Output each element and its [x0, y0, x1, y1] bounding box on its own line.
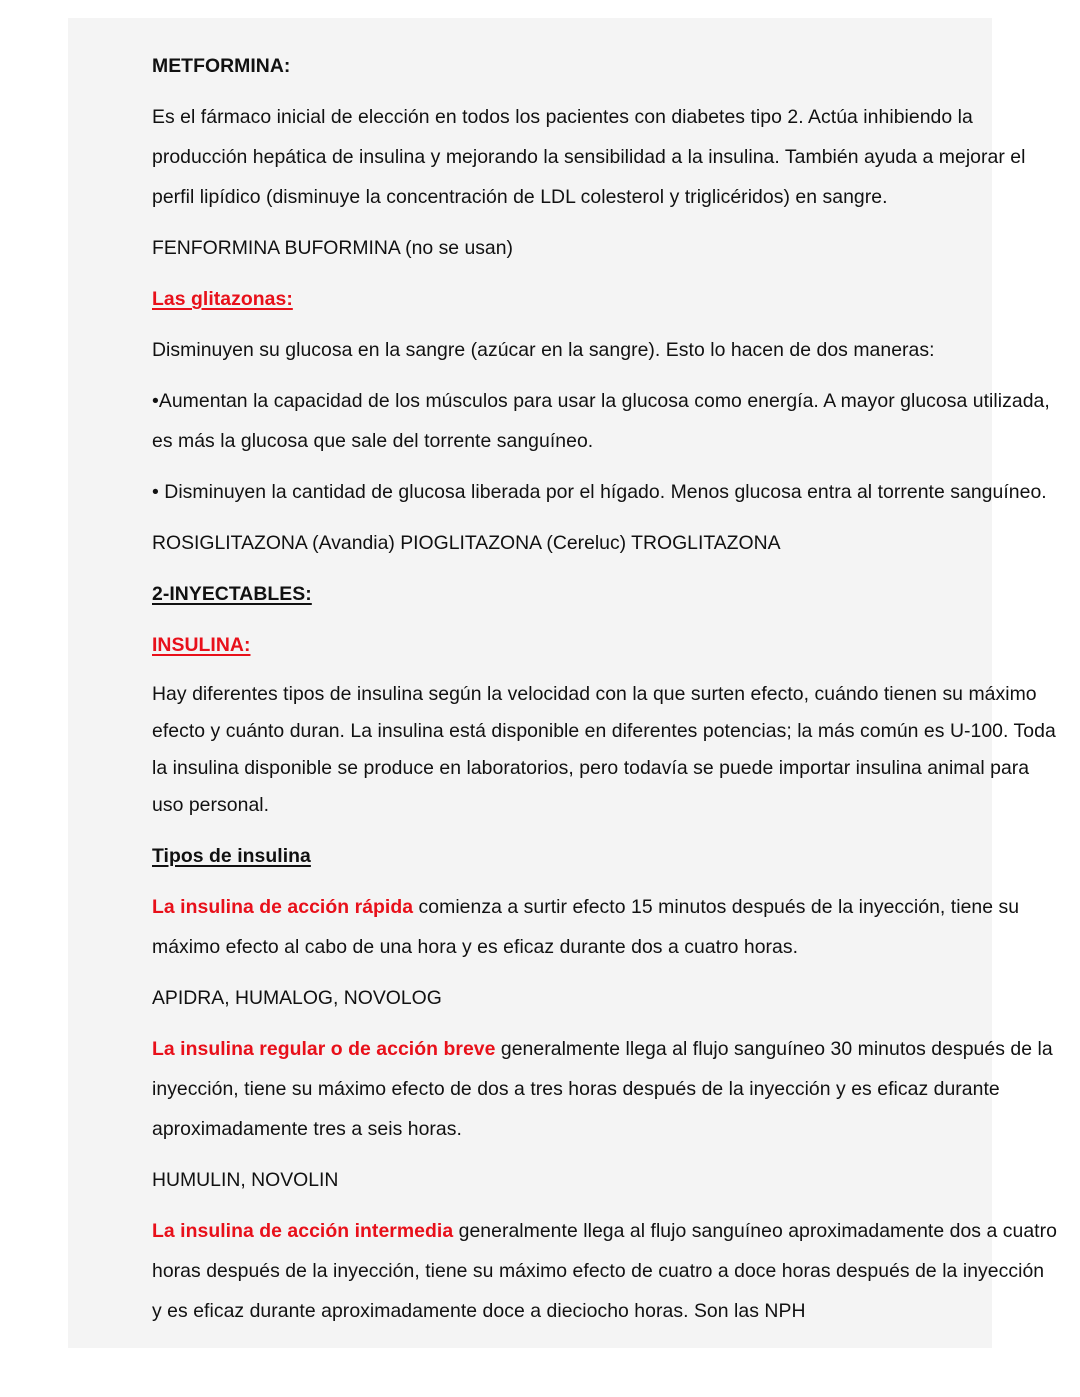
- lead-insulina-breve: La insulina regular o de acción breve: [152, 1038, 496, 1060]
- paragraph-insulina-intermedia: [152, 1211, 1057, 1331]
- line-glitazonas-drugs: ROSIGLITAZONA (Avandia) PIOGLITAZONA (Cereluc) TROGLITAZONA: [152, 532, 781, 554]
- paragraph-glitazonas-intro: Disminuyen su glucosa en la sangre (azúcar en la sangre). Esto lo hacen de dos maneras:: [152, 339, 935, 361]
- text-insulina-breve: generalmente llega al flujo sanguíneo 30 minutos después de la inyección, tiene su máximo efecto de dos a tres horas después de la inyección y es eficaz durante aproximadamente tres a seis horas.: [152, 1038, 1053, 1140]
- paragraph-insulina-rapida: [152, 887, 1057, 967]
- bullet-glitazonas-2: • Disminuyen la cantidad de glucosa liberada por el hígado. Menos glucosa entra al torrente sanguíneo.: [152, 481, 1047, 503]
- line-fenformina-buformina: FENFORMINA BUFORMINA (no se usan): [152, 237, 513, 259]
- bullet-glitazonas-1: •Aumentan la capacidad de los músculos para usar la glucosa como energía. A mayor glucosa utilizada, es más la glucosa que sale del torrente sanguíneo.: [152, 390, 1050, 452]
- heading-insulina: INSULINA:: [152, 634, 251, 656]
- document-body: [152, 46, 1057, 1342]
- paragraph-insulina-breve: [152, 1029, 1057, 1149]
- line-breve-drugs: HUMULIN, NOVOLIN: [152, 1169, 339, 1191]
- text-insulina-intermedia: generalmente llega al flujo sanguíneo aproximadamente dos a cuatro horas después de la inyección, tiene su máximo efecto de cuatro a doce horas después de la inyección y es eficaz durante aproximadamente doce a dieciocho horas. Son las NPH: [152, 1220, 1057, 1322]
- lead-insulina-rapida: La insulina de acción rápida: [152, 896, 414, 918]
- document-content-block: [68, 18, 1057, 1348]
- paragraph-metformina: Es el fármaco inicial de elección en todos los pacientes con diabetes tipo 2. Actúa inhibiendo la producción hepática de insulina y mejorando la sensibilidad a la insulina. También ayuda a mejorar el perfil lipídico (disminuye la concentración de LDL colesterol y triglicéridos) en sangre.: [152, 106, 1026, 208]
- paragraph-insulina-intro: Hay diferentes tipos de insulina según la velocidad con la que surten efecto, cuándo tienen su máximo efecto y cuánto duran. La insulina está disponible en diferentes potencias; la más común es U-100. Toda la insulina disponible se produce en laboratorios, pero todavía se puede importar insulina animal para uso personal.: [152, 683, 1056, 816]
- heading-inyectables: 2-INYECTABLES:: [152, 583, 312, 605]
- heading-tipos-de-insulina: Tipos de insulina: [152, 845, 311, 867]
- line-rapida-drugs: APIDRA, HUMALOG, NOVOLOG: [152, 987, 442, 1009]
- lead-insulina-intermedia: La insulina de acción intermedia: [152, 1220, 454, 1242]
- heading-las-glitazonas: Las glitazonas:: [152, 288, 293, 310]
- text-insulina-rapida: comienza a surtir efecto 15 minutos después de la inyección, tiene su máximo efecto al cabo de una hora y es eficaz durante dos a cuatro horas.: [152, 896, 1020, 958]
- heading-metformina: METFORMINA:: [152, 55, 291, 77]
